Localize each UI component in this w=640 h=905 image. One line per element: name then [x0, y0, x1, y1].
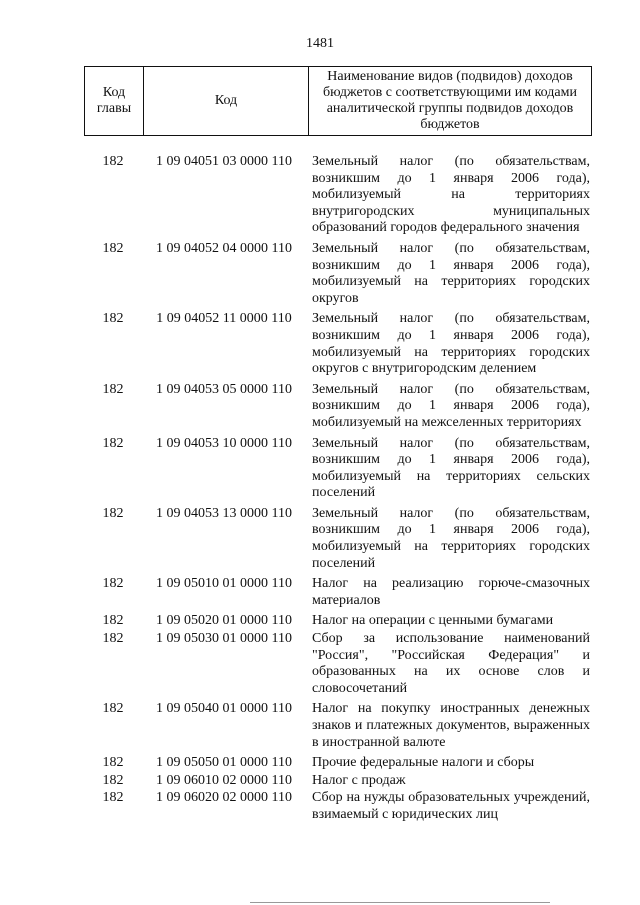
chapter-code: 182 [102, 576, 124, 592]
table-row [84, 613, 590, 630]
budget-code: 1 09 06020 02 0000 110 [156, 790, 292, 806]
chapter-code: 182 [102, 505, 124, 521]
revenue-name: Земельный налог (по обязательствам, возникшим до 1 января 2006 года), мобилизуемый на территориях городских округов с внутригородским делением [312, 311, 590, 377]
table-header [84, 66, 592, 136]
table-body [84, 150, 590, 824]
chapter-code: 182 [102, 701, 124, 717]
chapter-code: 182 [102, 631, 124, 647]
chapter-code: 182 [102, 613, 124, 629]
budget-code: 1 09 05020 01 0000 110 [156, 613, 292, 629]
budget-code: 1 09 04053 13 0000 110 [156, 505, 292, 521]
revenue-name: Сбор на нужды образовательных учреждений, взимаемый с юридических лиц [312, 790, 590, 822]
table-row [84, 382, 590, 432]
table-row [84, 631, 590, 697]
header-name: Наименование видов (подвидов) доходов бюджетов с соответствующими им кодами аналитической группы подвидов доходов бюджетов [309, 67, 592, 136]
revenue-name: Земельный налог (по обязательствам, возникшим до 1 января 2006 года), мобилизуемый на территориях сельских поселений [312, 435, 590, 501]
budget-code: 1 09 04053 10 0000 110 [156, 435, 292, 451]
table-row [84, 790, 590, 823]
table-row [84, 436, 590, 502]
budget-code: 1 09 05040 01 0000 110 [156, 701, 292, 717]
budget-code: 1 09 04052 11 0000 110 [156, 311, 292, 327]
chapter-code: 182 [102, 154, 124, 169]
chapter-code: 182 [102, 311, 124, 327]
chapter-code: 182 [102, 772, 124, 788]
chapter-code: 182 [102, 755, 124, 771]
table-row [84, 311, 590, 377]
budget-code: 1 09 05030 01 0000 110 [156, 631, 292, 647]
revenue-name: Налог на операции с ценными бумагами [312, 613, 554, 629]
revenue-name: Прочие федеральные налоги и сборы [312, 755, 535, 771]
revenue-name: Налог на реализацию горюче-смазочных материалов [312, 576, 590, 608]
table-row [84, 506, 590, 572]
header-chapter-code: Код главы [85, 67, 144, 136]
chapter-code: 182 [102, 240, 124, 256]
budget-code: 1 09 06010 02 0000 110 [156, 772, 292, 788]
scan-edge-line [250, 902, 550, 903]
budget-code: 1 09 04053 05 0000 110 [156, 381, 292, 397]
budget-code: 1 09 05050 01 0000 110 [156, 755, 292, 771]
revenue-name: Земельный налог (по обязательствам, возникшим до 1 января 2006 года), мобилизуемый на территориях городских округов [312, 240, 590, 306]
revenue-name: Налог на покупку иностранных денежных знаков и платежных документов, выраженных в иностранной валюте [312, 701, 590, 750]
chapter-code: 182 [102, 381, 124, 397]
budget-code: 1 09 04051 03 0000 110 [156, 154, 292, 169]
table-row [84, 241, 590, 307]
table-row [84, 755, 590, 772]
table-row [84, 154, 590, 237]
chapter-code: 182 [102, 435, 124, 451]
revenue-name: Земельный налог (по обязательствам, возникшим до 1 января 2006 года), мобилизуемый на территориях городских поселений [312, 505, 590, 571]
chapter-code: 182 [102, 790, 124, 806]
revenue-name: Земельный налог (по обязательствам, возникшим до 1 января 2006 года), мобилизуемый на территориях внутригородских муниципальных образований городов федерального значения [312, 154, 590, 236]
budget-code: 1 09 04052 04 0000 110 [156, 240, 292, 256]
revenue-name: Налог с продаж [312, 772, 406, 788]
table-row [84, 773, 590, 790]
revenue-name: Земельный налог (по обязательствам, возникшим до 1 января 2006 года), мобилизуемый на межселенных территориях [312, 381, 590, 430]
revenue-name: Сбор за использование наименований "Россия", "Российская Федерация" и образованных на их основе слов и словосочетаний [312, 631, 590, 696]
table-row [84, 701, 590, 751]
page-number: 1481 [306, 36, 334, 51]
table-row [84, 576, 590, 609]
budget-code: 1 09 05010 01 0000 110 [156, 576, 292, 592]
header-code: Код [144, 67, 309, 136]
